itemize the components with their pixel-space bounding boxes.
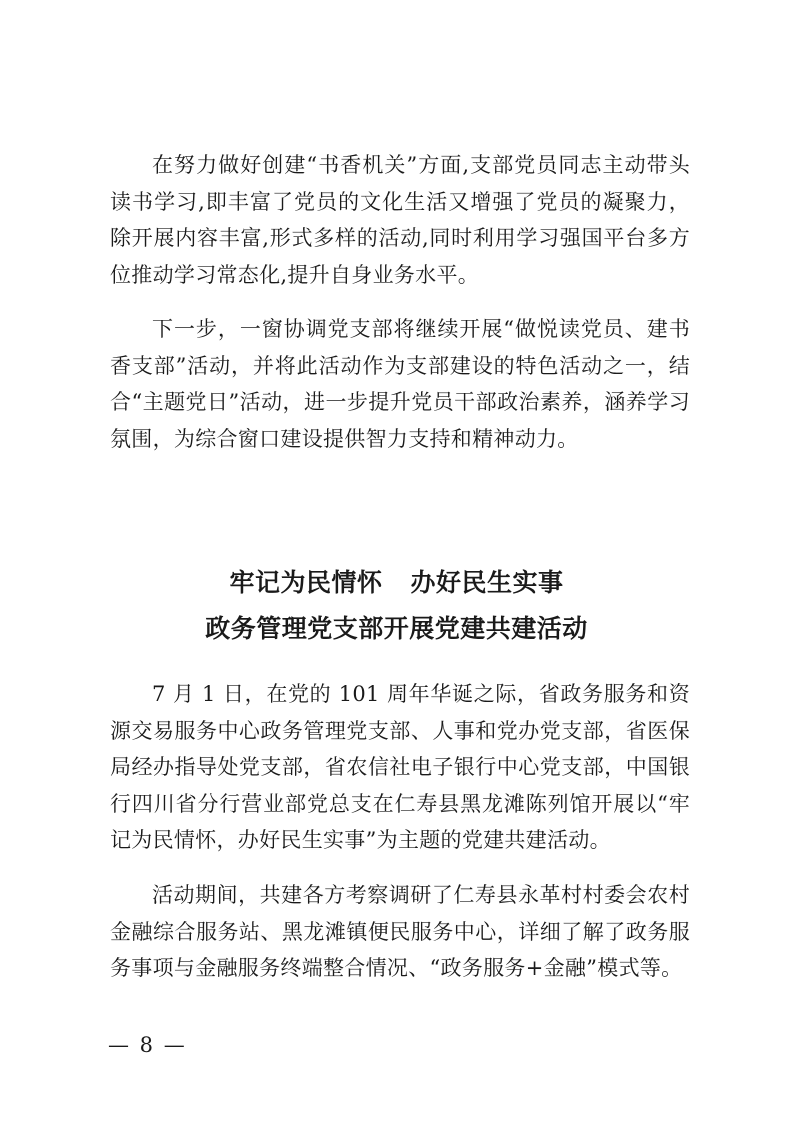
body-paragraph: 在努力做好创建“书香机关”方面,支部党员同志主动带头读书学习,即丰富了党员的文化生活又增强了党员的凝聚力，除开展内容丰富,形式多样的活动,同时利用学习强国平台多方位推动学习常态化,提升自身业务水平。 [110,153,690,287]
body-paragraph: 下一步，一窗协调党支部将继续开展“做悦读党员、建书香支部”活动，并将此活动作为支部建设的特色活动之一，结合“主题党日”活动，进一步提升党员干部政治素养，涵养学习氛围，为综合窗口建设提供智力支持和精神动力。 [110,317,690,451]
article-title-line-2: 政务管理党支部开展党建共建活动 [205,614,588,643]
article-title-part-1: 牢记为民情怀 [229,568,383,597]
page-number: — 8 — [108,1033,187,1057]
article-title-line-1 [0,563,793,599]
article-paragraph: 活动期间，共建各方考察调研了仁寿县永革村村委会农村金融综合服务站、黑龙滩镇便民服务中心，详细了解了政务服务事项与金融服务终端整合情况、“政务服务+金融”模式等。 [110,883,690,980]
article-paragraph: 7 月 1 日，在党的 101 周年华诞之际，省政务服务和资源交易服务中心政务管理党支部、人事和党办党支部，省医保局经办指导处党支部，省农信社电子银行中心党支部，中国银行四川省分行营业部党总支在仁寿县黑龙滩陈列馆开展以“牢记为民情怀，办好民生实事”为主题的党建共建活动。 [110,682,690,852]
article-title-part-2: 办好民生实事 [410,568,564,597]
